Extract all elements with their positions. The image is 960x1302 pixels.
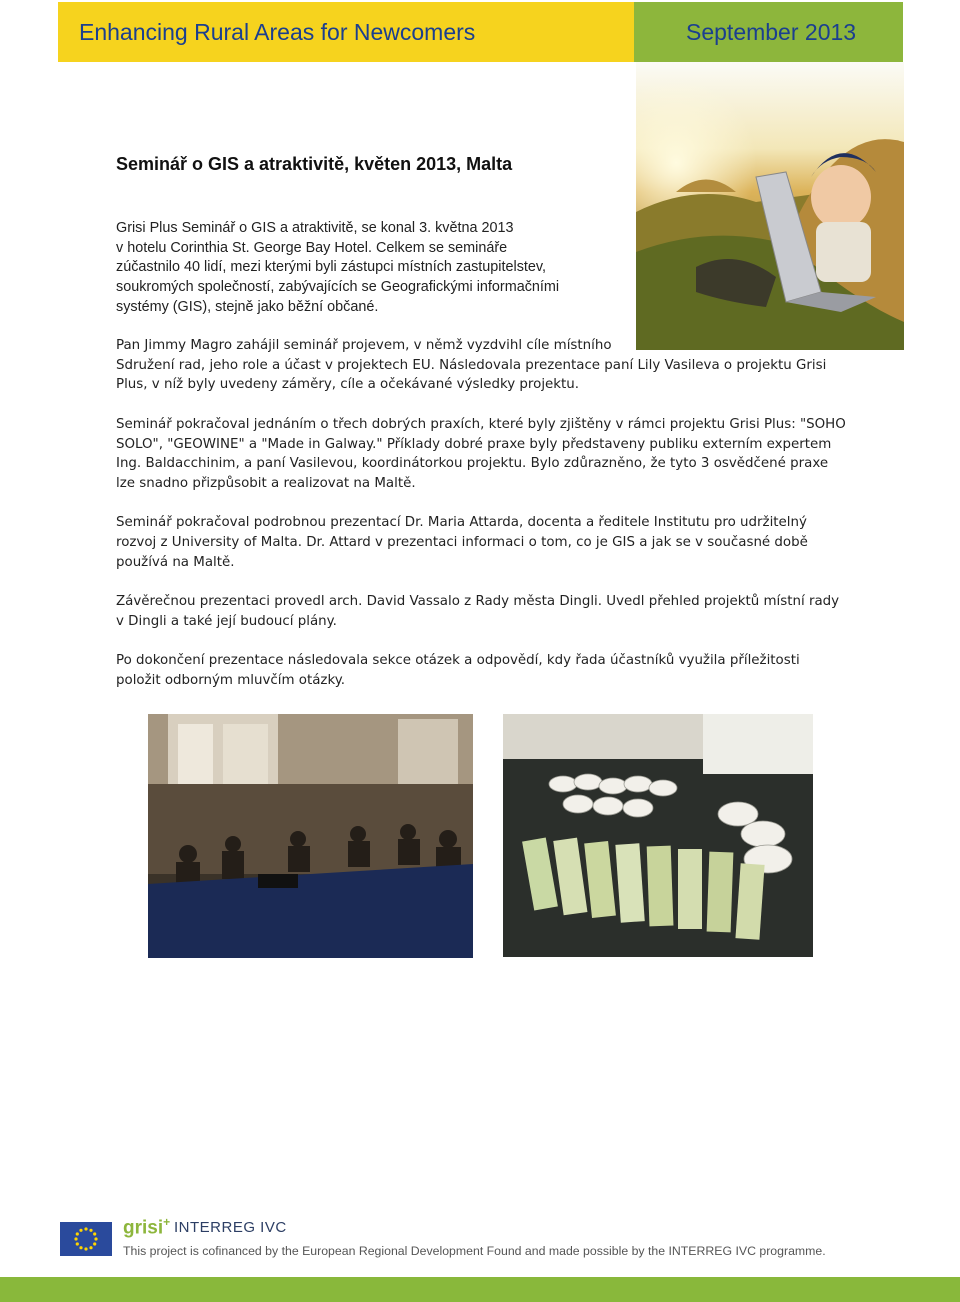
paragraph-attard: Seminář pokračoval podrobnou prezentací Dr. Maria Attarda, docenta a ředitele Institutu pro udržitelný rozvoj z University of Malta. Dr. Attard v prezentaci informaci o tom, co je GIS a jak se v současné době používá na Maltě. [116,515,808,570]
brochures-table-photo [503,714,813,957]
grisi-logo-plus: + [163,1215,171,1229]
header-date-block [634,2,903,62]
intro-line: v hotelu Corinthia St. George Bay Hotel. Celkem se semináře [116,239,508,256]
interreg-logo: INTERREG IVC [174,1219,287,1236]
footer-bar [0,1277,960,1302]
eu-flag-icon [60,1222,112,1256]
child-with-laptop-photo [636,62,904,350]
paragraph-vassalo: Závěrečnou prezentaci provedl arch. David Vassalo z Rady města Dingli. Uvedl přehled projektů místní rady v Dingli a také její budoucí plány. [116,594,840,629]
paragraph-qa: Po dokončení prezentace následovala sekce otázek a odpovědí, kdy řada účastníků využila příležitosti položit odborným mluvčím otázky. [116,653,800,688]
header-banner [58,2,903,62]
newsletter-title: Enhancing Rural Areas for Newcomers [79,18,476,45]
paragraph-good-practices: Seminář pokračoval jednáním o třech dobrých praxích, které byly zjištěny v rámci projektu Grisi Plus: "SOHO SOLO", "GEOWINE" a "Made in Galway." Příklady dobré praxe byly představeny publiku externím expertem Ing. Baldacchinim, a paní Vasilevou, koordinátorkou projektu. Bylo zdůrazněno, že tyto 3 osvědčené praxe lze snadno přizpůsobit a realizovat na Maltě. [116,416,846,491]
article-heading: Seminář o GIS a atraktivitě, květen 2013, Malta [116,154,513,174]
article-intro [116,219,616,318]
paragraph-opening-continued: Sdružení rad, jeho role a účast v projektech EU. Následovala prezentace paní Lily Vasileva o projektu Grisi Plus, v níž byly uvedeny záměry, cíle a očekávané výsledky projektu. [116,357,827,393]
intro-line: zúčastnilo 40 lidí, mezi kterými byli zástupci místních zastupitelstev, [116,259,547,276]
seminar-audience-photo [148,714,473,958]
intro-line: Grisi Plus Seminář o GIS a atraktivitě, se konal 3. května 2013 [116,220,514,236]
funding-note: This project is cofinanced by the European Regional Development Found and made possible by the INTERREG IVC programme. [123,1244,826,1258]
article-body [116,336,846,710]
newsletter-date: September 2013 [686,18,857,45]
paragraph-opening-line: Pan Jimmy Magro zahájil seminář projevem, v němž vyzdvihl cíle místního [116,338,612,353]
grisi-logo-text: grisi [123,1217,164,1239]
intro-line: systémy (GIS), stejně jako běžní občané. [116,298,379,315]
header-title-block [58,2,634,62]
grisi-logo [123,1215,170,1239]
intro-line: soukromých společností, zabývajících se Geografickými informačními [116,279,560,296]
